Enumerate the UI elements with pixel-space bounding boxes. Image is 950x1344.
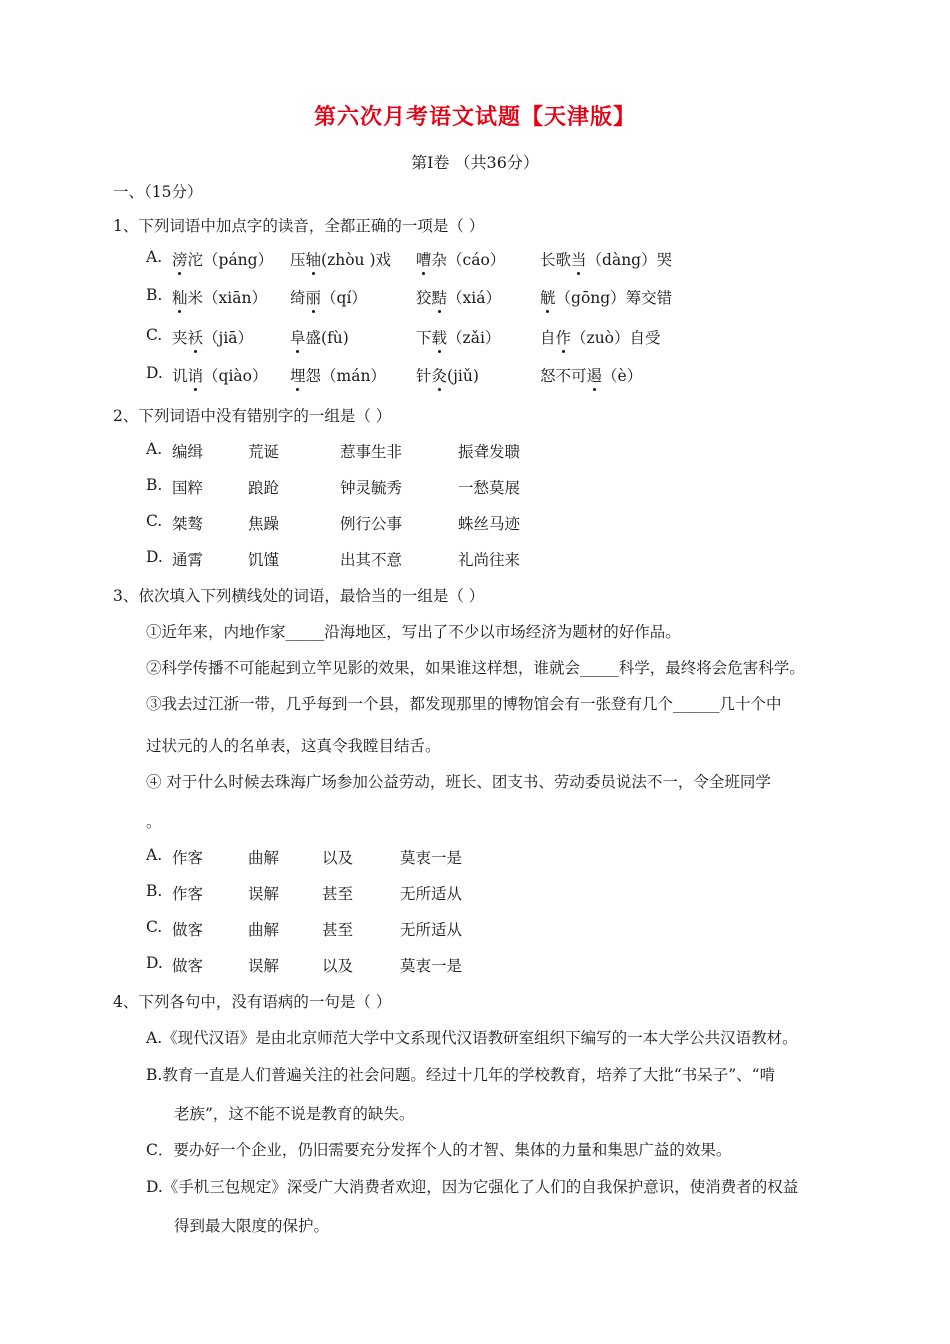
word-part: 针 [416,367,432,385]
word-part: 自 [540,329,556,347]
option-word: 国粹 [172,479,204,497]
q1-word [416,326,500,348]
section-heading: 一、（15分） [113,183,203,201]
question-3-stem: 3、依次填入下列横线处的词语，最恰当的一组是（ ） [113,587,485,605]
option-word: 蛛丝马迹 [458,515,521,533]
option-word: 作客 [172,849,204,867]
word-part: （qiào） [203,367,268,385]
option-word: 做客 [172,957,204,975]
word-part: （qí） [321,289,367,307]
option-letter: C. [146,918,163,936]
q1-word [416,248,505,270]
option-word: 礼尚往来 [458,551,521,569]
option-word: 以及 [322,849,354,867]
word-part: （gōng）筹交错 [555,289,673,307]
q1-word [172,364,267,386]
dotted-character: 阜 [290,326,306,348]
dotted-character: 黠 [432,286,448,308]
q1-word [290,248,391,270]
word-part: （jiā） [203,329,254,347]
word-part: （zuò）自受 [571,329,661,347]
option-letter: C. [146,512,163,530]
option-word: 一愁莫展 [458,479,521,497]
dotted-character: 当 [571,248,587,270]
option-word: 例行公事 [340,515,403,533]
option-letter: A. [146,440,163,458]
q1-word [416,364,479,386]
question-4-stem: 4、下列各句中，没有语病的一句是（ ） [113,993,392,1011]
option-word: 饥馑 [248,551,280,569]
word-part: 怨（mán） [305,367,386,385]
word-part: 长歌 [540,251,572,269]
word-part: (jiǔ) [447,367,479,385]
q1-word [172,248,273,270]
q1-word [172,286,267,308]
option-word: 钟灵毓秀 [340,479,403,497]
option-word: 曲解 [248,849,280,867]
q1-word [540,326,661,348]
question-3-sentence-3: ③我去过江浙一带，几乎每到一个县，都发现那里的博物馆会有一张登有几个______几十个中 [146,695,782,713]
dotted-character: 丽 [306,286,322,308]
option-word: 无所适从 [400,921,463,939]
q1-word [172,326,253,348]
question-3-sentence-4: ④ 对于什么时候去珠海广场参加公益劳动，班长、团支书、劳动委员说法不一，令全班同学 [146,773,771,791]
word-part: 下 [416,329,432,347]
question-4-option-b: B.教育一直是人们普遍关注的社会问题。经过十几年的学校教育，培养了大批“书呆子”、“啃 [146,1066,776,1084]
q1-word [290,364,386,386]
option-word: 作客 [172,885,204,903]
option-word: 甚至 [322,921,354,939]
option-word: 莫衷一是 [400,849,463,867]
option-letter: A. [146,248,163,266]
exam-title: 第六次月考语文试题【天津版】 [313,104,636,130]
dotted-character: 嘈 [416,248,432,270]
dotted-character: 载 [432,326,448,348]
option-word: 振聋发聩 [458,443,521,461]
option-word: 出其不意 [340,551,403,569]
option-letter: B. [146,476,163,494]
option-word: 误解 [248,885,280,903]
word-part: （xiá） [447,289,501,307]
dotted-character: 滂 [172,248,188,270]
option-word: 荒诞 [248,443,280,461]
dotted-character: 觥 [540,286,556,308]
word-part: 夹 [172,329,188,347]
option-word: 通霄 [172,551,204,569]
option-word: 甚至 [322,885,354,903]
question-3-sentence-4-cont: 。 [146,813,162,831]
word-part: 压 [290,251,306,269]
q1-word [290,326,349,348]
option-word: 惹事生非 [340,443,403,461]
dotted-character: 籼 [172,286,188,308]
option-letter: D. [146,954,163,972]
word-part: （dàng）哭 [586,251,673,269]
question-3-sentence-3-cont: 过状元的人的名单表，这真令我瞠目结舌。 [146,737,441,755]
option-word: 以及 [322,957,354,975]
dotted-character: 埋 [290,364,306,386]
question-4-option-b-cont: 老族”，这不能不说是教育的缺失。 [174,1105,415,1123]
q1-word [290,286,367,308]
question-1-stem: 1、下列词语中加点字的读音，全都正确的一项是（ ） [113,217,485,235]
question-4-option-d-cont: 得到最大限度的保护。 [174,1217,330,1235]
q1-word [540,286,672,308]
option-letter: D. [146,548,163,566]
option-letter: C. [146,326,163,344]
dotted-character: 灸 [432,364,448,386]
option-word: 无所适从 [400,885,463,903]
dotted-character: 作 [556,326,572,348]
option-word: 莫衷一是 [400,957,463,975]
q1-word [416,286,501,308]
dotted-character: 诮 [188,364,204,386]
question-4-option-d: D.《手机三包规定》深受广大消费者欢迎，因为它强化了人们的自我保护意识，使消费者的权益 [146,1178,799,1196]
dotted-character: 遏 [587,364,603,386]
option-letter: B. [146,882,163,900]
word-part: 杂（cáo） [431,251,506,269]
question-3-sentence-1: ①近年来，内地作家_____沿海地区，写出了不少以市场经济为题材的好作品。 [146,623,681,641]
option-word: 桀骜 [172,515,204,533]
word-part: 盛(fù) [305,329,349,347]
question-4-option-a: A.《现代汉语》是由北京师范大学中文系现代汉语教研室组织下编写的一本大学公共汉语教材。 [146,1029,798,1047]
dotted-character: 轴 [306,248,322,270]
word-part: （è） [602,367,643,385]
word-part: 讥 [172,367,188,385]
option-word: 曲解 [248,921,280,939]
option-letter: B. [146,286,163,304]
option-word: 误解 [248,957,280,975]
word-part: （zǎi） [447,329,501,347]
question-3-sentence-2: ②科学传播不可能起到立竿见影的效果，如果谁这样想，谁就会_____科学，最终将会危害科学。 [146,659,805,677]
question-2-stem: 2、下列词语中没有错别字的一组是（ ） [113,407,392,425]
option-letter: A. [146,846,163,864]
word-part: 米（xiān） [187,289,267,307]
word-part: 绮 [290,289,306,307]
q1-word [540,248,672,270]
option-word: 焦躁 [248,515,280,533]
option-letter: D. [146,364,163,382]
word-part: 怒不可 [540,367,587,385]
option-word: 踉跄 [248,479,280,497]
q1-word [540,364,642,386]
option-word: 做客 [172,921,204,939]
volume-subtitle: 第Ⅰ卷 （共36分） [411,153,539,172]
word-part: 狡 [416,289,432,307]
word-part: (zhòu )戏 [321,251,392,269]
word-part: 沱（páng） [187,251,274,269]
question-4-option-c: C．要办好一个企业，仍旧需要充分发挥个人的才智、集体的力量和集思广益的效果。 [146,1141,732,1159]
dotted-character: 袄 [188,326,204,348]
option-word: 编缉 [172,443,204,461]
